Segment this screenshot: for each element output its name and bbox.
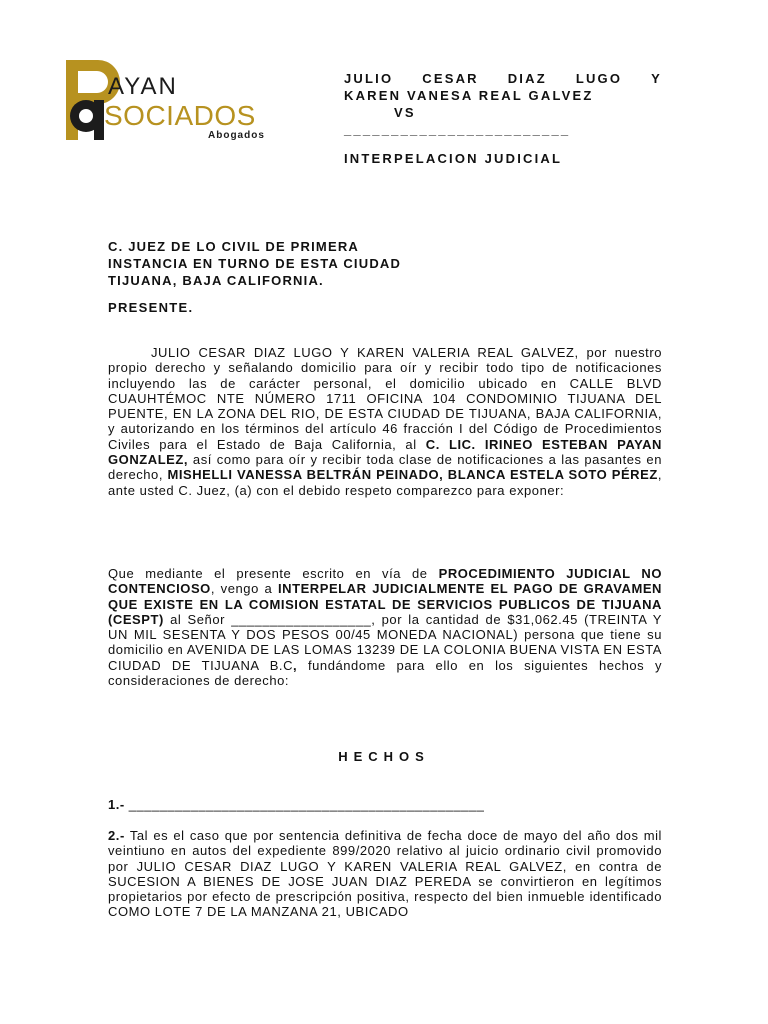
case-word: JULIO xyxy=(344,71,394,86)
case-versus: VS xyxy=(394,105,416,120)
presente-heading: PRESENTE. xyxy=(108,300,194,315)
addressee-line-2: INSTANCIA EN TURNO DE ESTA CIUDAD xyxy=(108,256,402,271)
interns-names: MISHELLI VANESSA BELTRÁN PEINADO, BLANCA ESTELA SOTO PÉREZ xyxy=(167,467,658,483)
text-run: , ante usted C. Juez, (a) con el debido respeto comparezco para exponer: xyxy=(108,467,663,498)
request-object: INTERPELAR JUDICIALMENTE EL PAGO DE GRAVAMEN QUE EXISTE EN LA COMISION ESTATAL DE SERVICIOS PUBLICOS DE TIJUANA (CESPT) xyxy=(108,581,662,627)
logo-word-top: AYAN xyxy=(108,73,178,100)
text-run: fundándome para ello en los siguientes hechos y consideraciones de derecho: xyxy=(108,657,663,689)
addressee-line-3: TIJUANA, BAJA CALIFORNIA. xyxy=(108,273,324,288)
case-line-1 xyxy=(344,70,662,87)
text-run: Que mediante el presente escrito en vía de xyxy=(108,566,439,581)
lawyer-name: C. LIC. IRINEO ESTEBAN PAYAN GONZALEZ, xyxy=(108,436,662,468)
firm-logo xyxy=(64,58,286,142)
case-word: Y xyxy=(651,71,662,86)
case-word: LUGO xyxy=(575,71,623,86)
text-run: así como para oír y recibir toda clase de notificaciones a las pasantes en derecho, xyxy=(108,452,662,483)
document-title: INTERPELACION JUDICIAL xyxy=(344,151,563,166)
case-word: DIAZ xyxy=(507,71,547,86)
fact-item-1 xyxy=(108,797,484,812)
text-run: , vengo a xyxy=(210,581,278,597)
case-parties xyxy=(344,70,662,138)
text-run: JULIO CESAR DIAZ LUGO Y KAREN VALERIA REAL GALVEZ, por nuestro propio derecho y señalando domicilio para oír y recibir todo tipo de notificaciones incluyendo las de carácter personal, el domicilio ubicado en CALLE BLVD CUAUHTÉMOC NTE NÚMERO 1711 OFICINA 104 CONDOMINIO TIJUANA DEL PUENTE, EN LA ZONA DEL RIO, DE ESTA CIUDAD DE TIJUANA, BAJA CALIFORNIA, y autorizando en los términos del artículo 46 fracción I del Código de Procedimientos Civiles para el Estado de Baja California, al xyxy=(108,345,662,452)
fact-item-2 xyxy=(108,828,662,920)
intro-paragraph xyxy=(108,345,662,498)
hechos-heading: HECHOS xyxy=(338,749,430,764)
text-run-bold: , xyxy=(293,657,298,673)
logo-word-bottom: SOCIADOS xyxy=(104,100,256,131)
fact-number: 2.- xyxy=(108,828,125,843)
logo-graphic xyxy=(64,58,286,142)
case-defendant-blank: ________________________ xyxy=(344,122,571,137)
fact-text: Tal es el caso que por sentencia definitiva de fecha doce de mayo del año dos mil veintiuno en autos del expediente 899/2020 relativo al juicio ordinario civil promovido por JULIO CESAR DIAZ LUGO Y KAREN VALERIA REAL GALVEZ, en contra de SUCESION A BIENES DE JOSE JUAN DIAZ PEREDA se convirtieron en legítimos propietarios por efecto de prescripción positiva, respecto del bien inmueble identificado COMO LOTE 7 DE LA MANZANA 21, UBICADO xyxy=(108,828,662,920)
addressee-line-1: C. JUEZ DE LO CIVIL DE PRIMERA xyxy=(108,239,360,254)
fact-text: ______________________________________________ xyxy=(124,797,485,812)
case-word: CESAR xyxy=(422,71,479,86)
procedure-type: PROCEDIMIENTO JUDICIAL NO CONTENCIOSO xyxy=(108,566,663,597)
case-line-2: KAREN VANESA REAL GALVEZ xyxy=(344,88,594,103)
fact-number: 1.- xyxy=(108,797,125,812)
logo-subtitle: Abogados xyxy=(208,130,265,141)
addressee-block xyxy=(108,238,401,289)
request-paragraph xyxy=(108,566,662,688)
text-run: al Señor __________________, por la cantidad de $31,062.45 (TREINTA Y UN MIL SESENTA Y DOS PESOS 00/45 MONEDA NACIONAL) persona que tiene su domicilio en AVENIDA DE LAS LOMAS 13239 DE LA COLONIA BUENA VISTA EN ESTA CIUDAD DE TIJUANA B.C xyxy=(108,611,662,673)
